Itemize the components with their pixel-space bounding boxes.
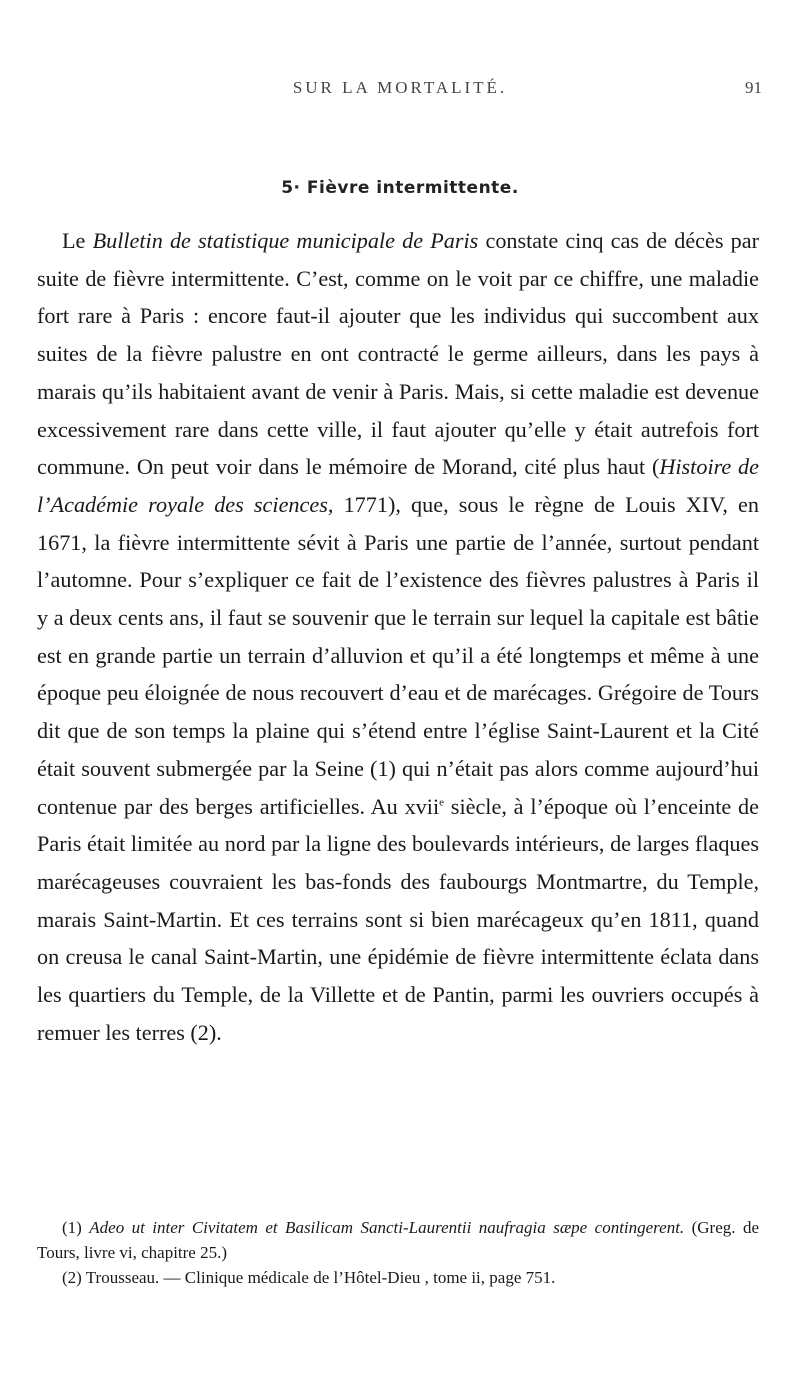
- footnotes: [37, 1215, 759, 1290]
- footnote-1: [37, 1215, 759, 1265]
- paragraph-intro: Le: [62, 228, 93, 253]
- footnote-number: (1): [62, 1218, 90, 1237]
- century-superscript: e: [439, 796, 444, 809]
- footnote-latin: Adeo ut inter Civitatem et Basilicam Sancti-Laurentii naufragia sæpe contingerent.: [89, 1218, 685, 1237]
- running-head: SUR LA MORTALITÉ.: [292, 78, 508, 97]
- footnote-2: (2) Trousseau. — Clinique médicale de l’Hôtel-Dieu , tome ii, page 751.: [62, 1268, 556, 1287]
- paragraph: [37, 222, 759, 1051]
- paragraph-text: constate cinq cas de décès par suite de fièvre intermittente. C’est, comme on le voit par ce chiffre, une maladie fort rare à Paris : encore faut-il ajouter que les individus qui succombent aux suites de la fièvre palustre en ont contracté le germe ailleurs, dans les pays à marais qu’ils habitaient avant de venir à Paris. Mais, si cette maladie est devenue excessivement rare dans cette ville, il faut ajouter qu’elle y était autrefois fort commune. On peut voir dans le mémoire de Morand, cité plus haut (: [37, 228, 759, 480]
- footnote-citation: (Greg. de Tours, livre vi, chapitre 25.): [37, 1218, 759, 1262]
- paragraph-text: siècle, à l’époque où l’enceinte de Paris était limitée au nord par la ligne des boulevards intérieurs, de larges flaques marécageuses couvraient les bas-fonds des faubourgs Montmartre, du Temple, marais Saint-Martin. Et ces terrains sont si bien marécageux qu’en 1811, quand on creusa le canal Saint-Martin, une épidémie de fièvre intermittente éclata dans les quartiers du Temple, de la Villette et de Pantin, parmi les ouvriers occupés à remuer les terres (2).: [37, 793, 759, 1045]
- body-text: [37, 222, 759, 1051]
- paragraph-text: , 1771), que, sous le règne de Louis XIV, en 1671, la fièvre intermittente sévit à Paris une partie de l’année, surtout pendant l’automne. Pour s’expliquer ce fait de l’existence des fièvres palustres à Paris il y a deux cents ans, il faut se souvenir que le terrain sur lequel la capitale est bâtie est en grande partie un terrain d’alluvion et qu’il a été longtemps et même à une époque peu éloignée de nous recouvert d’eau et de marécages. Grégoire de Tours dit que de son temps la plaine qui s’étend entre l’église Saint-Laurent et la Cité était souvent submergée par la Seine (1) qui n’était pas alors comme aujourd’hui contenue par des berges artificielles. Au xvii: [37, 491, 759, 819]
- section-title: 5· Fièvre intermittente.: [281, 178, 519, 198]
- page-number: 91: [745, 78, 762, 97]
- histoire-title: Histoire de l’Académie royale des sciences: [37, 454, 759, 517]
- bulletin-title: Bulletin de statistique municipale de Paris: [92, 228, 479, 253]
